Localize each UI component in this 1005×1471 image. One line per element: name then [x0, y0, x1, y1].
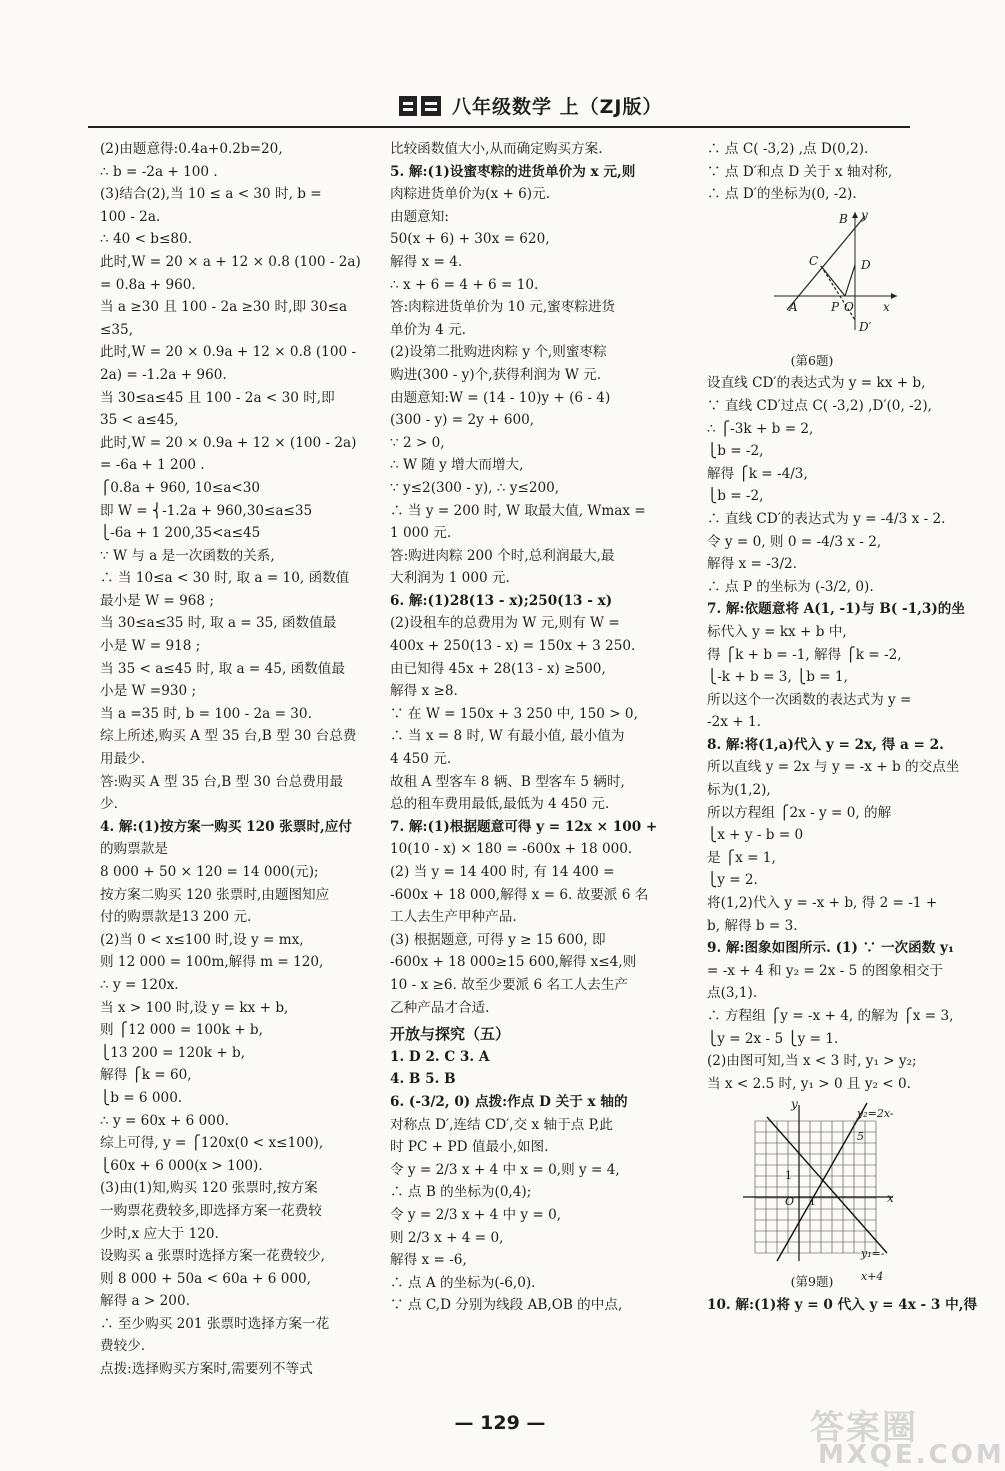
text-line: 比较函数值大小,从而确定购买方案. — [390, 141, 603, 157]
text-line: ≤35, — [100, 321, 134, 338]
fig9-label: 1 — [785, 1169, 792, 1183]
text-line: ∴ 当 y = 200 时, W 取最大值, Wmax = — [390, 502, 646, 519]
text-line: 少时,x 应大于 120. — [100, 1225, 219, 1242]
text-line: ∴ 点 D′的坐标为(0, -2). — [707, 186, 857, 203]
text-line: ∵ W 与 a 是一次函数的关系, — [100, 547, 275, 564]
column-1 — [100, 138, 361, 1381]
text-line: 当 30≤a≤35 时, 取 a = 35, 函数值最 — [100, 615, 337, 632]
text-line: ⎧0.8a + 960, 10≤a<30 — [100, 479, 261, 496]
text-line: 所以这个一次函数的表达式为 y = — [707, 691, 912, 708]
text-line: ∵ 在 W = 150x + 3 250 中, 150 > 0, — [390, 705, 638, 722]
text-line: -600x + 18 000,解得 x = 6. 故要派 6 名 — [390, 886, 649, 903]
text-line: 当 x > 100 时,设 y = kx + b, — [100, 999, 289, 1016]
fig9-label: O — [785, 1195, 795, 1209]
text-line: (300 - y) = 2y + 600, — [390, 412, 535, 429]
text-line: 大利润为 1 000 元. — [390, 570, 510, 587]
text-line: ∴ y = 120x. — [100, 976, 179, 993]
text-line: 按方案二购买 120 张票时,由题图知应 — [100, 886, 330, 903]
text-line: 此时,W = 20 × 0.9a + 12 × (100 - 2a) — [100, 434, 357, 451]
watermark-url: MXQE.COM — [818, 1440, 1005, 1470]
fig9-label: x — [887, 1191, 894, 1206]
text-line: ∵ 点 C,D 分别为线段 AB,OB 的中点, — [390, 1297, 623, 1314]
text-line: ∴ 当 10≤a < 30 时, 取 a = 10, 函数值 — [100, 570, 350, 587]
text-line: 由已知得 45x + 28(13 - x) ≥500, — [390, 660, 606, 677]
text-line: ⎩y = 2. — [707, 872, 758, 889]
text-line: ∴ 点 B 的坐标为(0,4); — [390, 1184, 532, 1201]
text-line: ∵ 2 > 0, — [390, 434, 445, 451]
text-line: 10 - x ≥6. 故至少要派 6 名工人去生产 — [390, 976, 629, 993]
text-line: (2)设第二批购进肉粽 y 个,则蜜枣粽 — [390, 344, 607, 361]
text-line: 当 a =35 时, b = 100 - 2a = 30. — [100, 705, 312, 722]
text-line: ∴ W 随 y 增大而增大, — [390, 457, 524, 474]
figure-6 — [769, 207, 899, 350]
text-line: ∴ 点 A 的坐标为(-6,0). — [390, 1274, 536, 1291]
fig6-label: B — [839, 211, 848, 226]
text-line: ∴ 至少购买 201 张票时选择方案一花 — [100, 1315, 330, 1332]
text-line: 400x + 250(13 - x) = 150x + 3 250. — [390, 638, 636, 655]
text-line: 令 y = 2/3 x + 4 中 y = 0, — [390, 1206, 562, 1223]
text-line: 费较少. — [100, 1338, 146, 1355]
text-line: 4 450 元. — [390, 751, 452, 768]
text-line: 100 - 2a. — [100, 208, 161, 225]
text-line: ∵ 直线 CD′过点 C( -3,2) ,D′(0, -2), — [707, 397, 932, 414]
text-line: 总的租车费用最低,最低为 4 450 元. — [390, 796, 610, 813]
text-line: 4. B 5. B — [390, 1071, 456, 1088]
text-line: 当 x < 2.5 时, y₁ > 0 且 y₂ < 0. — [707, 1075, 911, 1092]
page-number: — 129 — — [454, 1412, 546, 1434]
text-line: 乙种产品才合适. — [390, 999, 490, 1016]
book-logo-icon — [397, 92, 445, 120]
figure-6-caption: (第6题) — [790, 352, 834, 368]
text-line: 点(3,1). — [707, 985, 758, 1002]
text-line: 令 y = 0, 则 0 = -4/3 x - 2, — [707, 533, 882, 550]
text-line: 5. 解:(1)设蜜枣粽的进货单价为 x 元,则 — [390, 163, 636, 180]
text-line: 肉粽进货单价为(x + 6)元. — [390, 186, 551, 203]
text-line: ∴ 点 C( -3,2) ,点 D(0,2). — [707, 141, 869, 157]
text-line: 时 PC + PD 值最小,如图. — [390, 1139, 549, 1156]
text-line: ∴ x + 6 = 4 + 6 = 10. — [390, 276, 539, 293]
fig9-label: y₂=2x-5 — [857, 1107, 894, 1143]
text-line: 7. 解:依题意将 A(1, -1)与 B( -1,3)的坐 — [707, 601, 965, 618]
text-line: 综上可得, y = ⎧120x(0 < x≤100), — [100, 1135, 324, 1152]
text-line: 令 y = 2/3 x + 4 中 x = 0,则 y = 4, — [390, 1161, 620, 1178]
text-line: 由题意知:W = (14 - 10)y + (6 - 4) — [390, 389, 611, 406]
watermark-logo: 答案圈 — [810, 1408, 918, 1448]
fig6-label: O — [844, 299, 854, 314]
fig6-label: A — [789, 299, 798, 314]
text-line: b, 解得 b = 3. — [707, 917, 798, 934]
fig6-label: C — [809, 253, 819, 268]
text-line: 所以直线 y = 2x 与 y = -x + b 的交点坐 — [707, 759, 960, 776]
text-line: 当 a ≥30 且 100 - 2a ≥30 时,即 30≤a — [100, 299, 348, 316]
text-line: 设直线 CD′的表达式为 y = kx + b, — [707, 375, 926, 392]
fig6-label: x — [883, 299, 890, 314]
text-line: 7. 解:(1)根据题意可得 y = 12x × 100 + — [390, 818, 658, 835]
text-line: (3)结合(2),当 10 ≤ a < 30 时, b = — [100, 186, 322, 203]
text-line: = -x + 4 和 y₂ = 2x - 5 的图象相交于 — [707, 962, 944, 979]
text-line: ⎩b = 6 000. — [100, 1089, 183, 1106]
text-line: 购进(300 - y)个,获得利润为 W 元. — [390, 366, 602, 383]
text-line: 付的购票款是13 200 元. — [100, 909, 252, 926]
text-line: ⎩13 200 = 120k + b, — [100, 1044, 246, 1061]
text-line: 由题意知: — [390, 208, 449, 225]
text-line: 答:肉粽进货单价为 10 元,蜜枣粽进货 — [390, 299, 616, 316]
text-line: 标为(1,2), — [707, 782, 771, 799]
section-heading: 开放与探究（五） — [390, 1025, 511, 1044]
text-line: (3)由(1)知,购买 120 张票时,按方案 — [100, 1180, 318, 1197]
text-line: 50(x + 6) + 30x = 620, — [390, 231, 550, 248]
figure-9-caption: (第9题) — [790, 1274, 834, 1290]
text-line: ⎩-6a + 1 200,35<a≤45 — [100, 525, 261, 542]
text-line: ∵ 点 D′和点 D 关于 x 轴对称, — [707, 163, 893, 180]
fig9-label: y — [791, 1097, 798, 1112]
text-line: = 0.8a + 960. — [100, 276, 196, 293]
text-line: ∴ 当 x = 8 时, W 有最小值, 最小值为 — [390, 728, 625, 745]
text-line: 2a) = -1.2a + 960. — [100, 366, 227, 383]
text-line: 此时,W = 20 × a + 12 × 0.8 (100 - 2a) — [100, 253, 361, 270]
fig6-label: P — [831, 299, 840, 314]
text-line: 标代入 y = kx + b 中, — [707, 623, 847, 640]
text-line: 答:购进肉粽 200 个时,总利润最大,最 — [390, 547, 615, 564]
text-line: (2)由图可知,当 x < 3 时, y₁ > y₂; — [707, 1053, 917, 1070]
text-line: ∴ 点 P 的坐标为 (-3/2, 0). — [707, 578, 874, 595]
text-line: -600x + 18 000≥15 600,解得 x≤4,则 — [390, 954, 637, 971]
text-line: ∴ 直线 CD′的表达式为 y = -4/3 x - 2. — [707, 510, 946, 527]
text-line: 则 ⎧12 000 = 100k + b, — [100, 1022, 263, 1039]
text-line: 4. 解:(1)按方案一购买 120 张票时,应付 — [100, 818, 352, 835]
text-line: 6. 解:(1)28(13 - x);250(13 - x) — [390, 592, 613, 609]
text-line: 答:购买 A 型 35 台,B 型 30 台总费用最 — [100, 773, 344, 790]
text-line: 用最少. — [100, 751, 146, 768]
header-rule — [88, 126, 910, 128]
text-line: 解得 ⎧k = -4/3, — [707, 465, 808, 482]
text-line: 1. D 2. C 3. A — [390, 1048, 490, 1065]
text-line: 解得 x ≥8. — [390, 683, 458, 700]
text-line: -2x + 1. — [707, 714, 761, 731]
text-line: ⎩-k + b = 3, ⎩b = 1, — [707, 669, 848, 686]
text-line: 综上所述,购买 A 型 35 台,B 型 30 台总费 — [100, 728, 357, 745]
column-3 — [707, 138, 978, 1317]
fig6-label: D — [861, 257, 871, 272]
text-line: 则 2/3 x + 4 = 0, — [390, 1229, 504, 1246]
text-line: ⎩x + y - b = 0 — [707, 827, 804, 844]
text-line: 此时,W = 20 × 0.9a + 12 × 0.8 (100 - — [100, 344, 357, 361]
text-line: 得 ⎧k + b = -1, 解得 ⎧k = -2, — [707, 646, 902, 663]
text-line: 解得 x = -3/2. — [707, 556, 797, 573]
text-line: (3) 根据题意, 可得 y ≥ 15 600, 即 — [390, 931, 606, 948]
text-line: 单价为 4 元. — [390, 321, 466, 338]
text-line: 当 30≤a≤45 且 100 - 2a < 30 时,即 — [100, 389, 335, 406]
text-line: 所以方程组 ⎧2x - y = 0, 的解 — [707, 804, 892, 821]
text-line: 解得 ⎧k = 60, — [100, 1067, 192, 1084]
text-line: 35 < a≤45, — [100, 412, 179, 429]
text-line: 则 12 000 = 100m,解得 m = 120, — [100, 954, 324, 971]
column-2 — [390, 138, 658, 1317]
text-line: ⎩b = -2, — [707, 443, 764, 460]
text-line: 即 W = ⎨-1.2a + 960,30≤a≤35 — [100, 502, 313, 519]
text-line: 解得 x = 4. — [390, 253, 463, 270]
header-title: 八年级数学 上（ZJ版） — [452, 96, 663, 118]
text-line: 设购买 a 张票时选择方案一花费较少, — [100, 1248, 325, 1265]
text-line: 是 ⎧x = 1, — [707, 849, 776, 866]
text-line: (2)设租车的总费用为 W 元,则有 W = — [390, 615, 620, 632]
text-line: 一购票花费较多,即选择方案一花费较 — [100, 1202, 322, 1219]
text-line: ⎩y = 2x - 5 ⎩y = 1. — [707, 1030, 839, 1047]
fig9-label: y₁=-x+4 — [861, 1247, 885, 1283]
text-line: 的购票款是 — [100, 841, 168, 858]
text-line: 10. 解:(1)将 y = 0 代入 y = 4x - 3 中,得 — [707, 1296, 978, 1313]
text-line: 点拨:选择购买方案时,需要列不等式 — [100, 1361, 313, 1378]
text-line: (2)当 0 < x≤100 时,设 y = mx, — [100, 931, 304, 948]
text-line: 少. — [100, 796, 118, 813]
fig6-label: D′ — [859, 319, 872, 334]
text-line: 1 000 元. — [390, 525, 452, 542]
text-line: 6. (-3/2, 0) 点拨:作点 D 关于 x 轴的 — [390, 1093, 628, 1110]
text-line: 则 8 000 + 50a < 60a + 6 000, — [100, 1270, 311, 1287]
text-line: 当 35 < a≤45 时, 取 a = 45, 函数值最 — [100, 660, 345, 677]
text-line: (2) 当 y = 14 400 时, 有 14 400 = — [390, 864, 615, 880]
text-line: ∵ y≤2(300 - y), ∴ y≤200, — [390, 479, 560, 496]
fig9-label: 1 — [809, 1195, 816, 1209]
text-line: 工人去生产甲种产品. — [390, 909, 517, 926]
text-line: ∴ 方程组 ⎧y = -x + 4, 的解为 ⎧x = 3, — [707, 1008, 954, 1024]
fig6-label: y — [861, 207, 868, 222]
text-line: ∴ 40 < b≤80. — [100, 231, 193, 248]
text-line: ∴ y = 60x + 6 000. — [100, 1112, 229, 1129]
text-line: 将(1,2)代入 y = -x + b, 得 2 = -1 + — [707, 895, 938, 912]
text-line: 对称点 D′,连结 CD′,交 x 轴于点 P,此 — [390, 1116, 613, 1133]
text-line: = -6a + 1 200 . — [100, 457, 205, 474]
text-line: 小是 W = 918 ; — [100, 638, 201, 655]
text-line: 解得 a > 200. — [100, 1293, 190, 1310]
text-line: 解得 x = -6, — [390, 1252, 467, 1269]
text-line: 故租 A 型客车 8 辆、B 型客车 5 辆时, — [390, 773, 625, 790]
text-line: 最小是 W = 968 ; — [100, 592, 214, 609]
text-line: 8 000 + 50 × 120 = 14 000(元); — [100, 864, 319, 880]
text-line: ∴ ⎧-3k + b = 2, — [707, 420, 814, 437]
text-line: ∴ b = -2a + 100 . — [100, 163, 218, 180]
text-line: 9. 解:图象如图所示. (1) ∵ 一次函数 y₁ — [707, 940, 954, 957]
text-line: 小是 W =930 ; — [100, 683, 197, 700]
text-line: ⎩b = -2, — [707, 488, 764, 505]
text-line: 8. 解:将(1,a)代入 y = 2x, 得 a = 2. — [707, 736, 944, 753]
text-line: (2)由题意得:0.4a+0.2b=20, — [100, 141, 283, 157]
text-line: ⎩60x + 6 000(x > 100). — [100, 1157, 263, 1174]
text-line: 10(10 - x) × 180 = -600x + 18 000. — [390, 841, 633, 858]
